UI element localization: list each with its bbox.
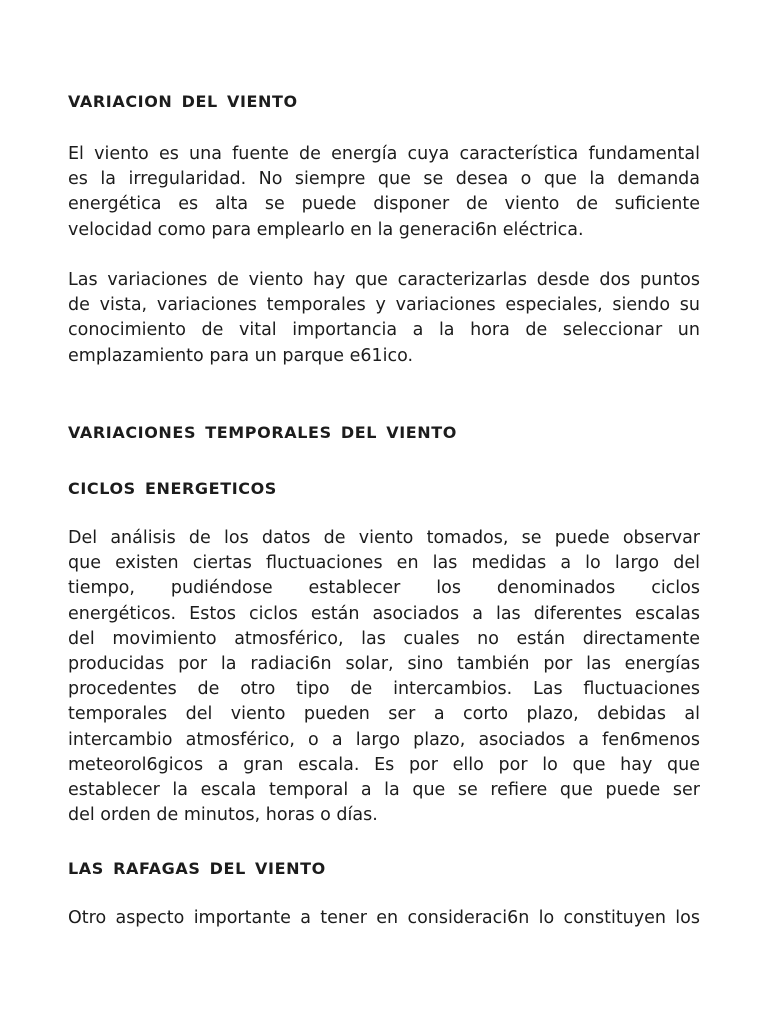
paragraph-line: producidas por la radiaci6n solar, sino también por las energías [68,653,700,674]
paragraph-line: Del análisis de los datos de viento tomados, se puede observar [68,528,700,548]
paragraph-line: es la irregularidad. No siempre que se desea o que la demanda [68,169,700,190]
paragraph-line: del orden de minutos, horas o días. [68,805,378,826]
paragraph-intro [68,142,700,243]
heading-variaciones-temporales: VARIACIONES TEMPORALES DEL VIENTO [68,423,458,442]
paragraph-ciclos [68,526,700,828]
heading-variacion-del-viento: VARIACION DEL VIENTO [68,92,298,111]
paragraph-line: de vista, variaciones temporales y variaciones especiales, siendo su [68,295,700,316]
paragraph-line: intercambio atmosférico, o a largo plazo, asociados a fen6menos [68,729,700,750]
paragraph-rafagas [68,906,700,931]
paragraph-line: conocimiento de vital importancia a la hora de seleccionar un [68,320,700,341]
heading-ciclos-energeticos: CICLOS ENERGETICOS [68,479,277,498]
heading-rafagas-del-viento: LAS RAFAGAS DEL VIENTO [68,859,326,878]
paragraph-line: Las variaciones de viento hay que caracterizarlas desde dos puntos [68,270,700,290]
paragraph-line: establecer la escala temporal a la que se refiere que puede ser [68,779,700,800]
paragraph-line: Otro aspecto importante a tener en consideraci6n lo constituyen los [68,908,700,928]
paragraph-line: El viento es una fuente de energía cuya característica fundamental [68,144,700,164]
paragraph-line: energética es alta se puede disponer de viento de suficiente [68,194,700,215]
paragraph-line: que existen ciertas fluctuaciones en las medidas a lo largo del [68,553,700,574]
paragraph-line: velocidad como para emplearlo en la generaci6n eléctrica. [68,219,584,240]
paragraph-line: emplazamiento para un parque e61ico. [68,345,414,366]
paragraph-line: meteorol6gicos a gran escala. Es por ello por lo que hay que [68,754,700,775]
paragraph-line: energéticos. Estos ciclos están asociados a las diferentes escalas [68,603,700,624]
paragraph-line: procedentes de otro tipo de intercambios. Las fluctuaciones [68,679,700,700]
paragraph-variaciones [68,268,700,369]
paragraph-line: temporales del viento pueden ser a corto plazo, debidas al [68,704,700,725]
paragraph-line: del movimiento atmosférico, las cuales no están directamente [68,628,700,649]
paragraph-line: tiempo, pudiéndose establecer los denominados ciclos [68,578,700,599]
